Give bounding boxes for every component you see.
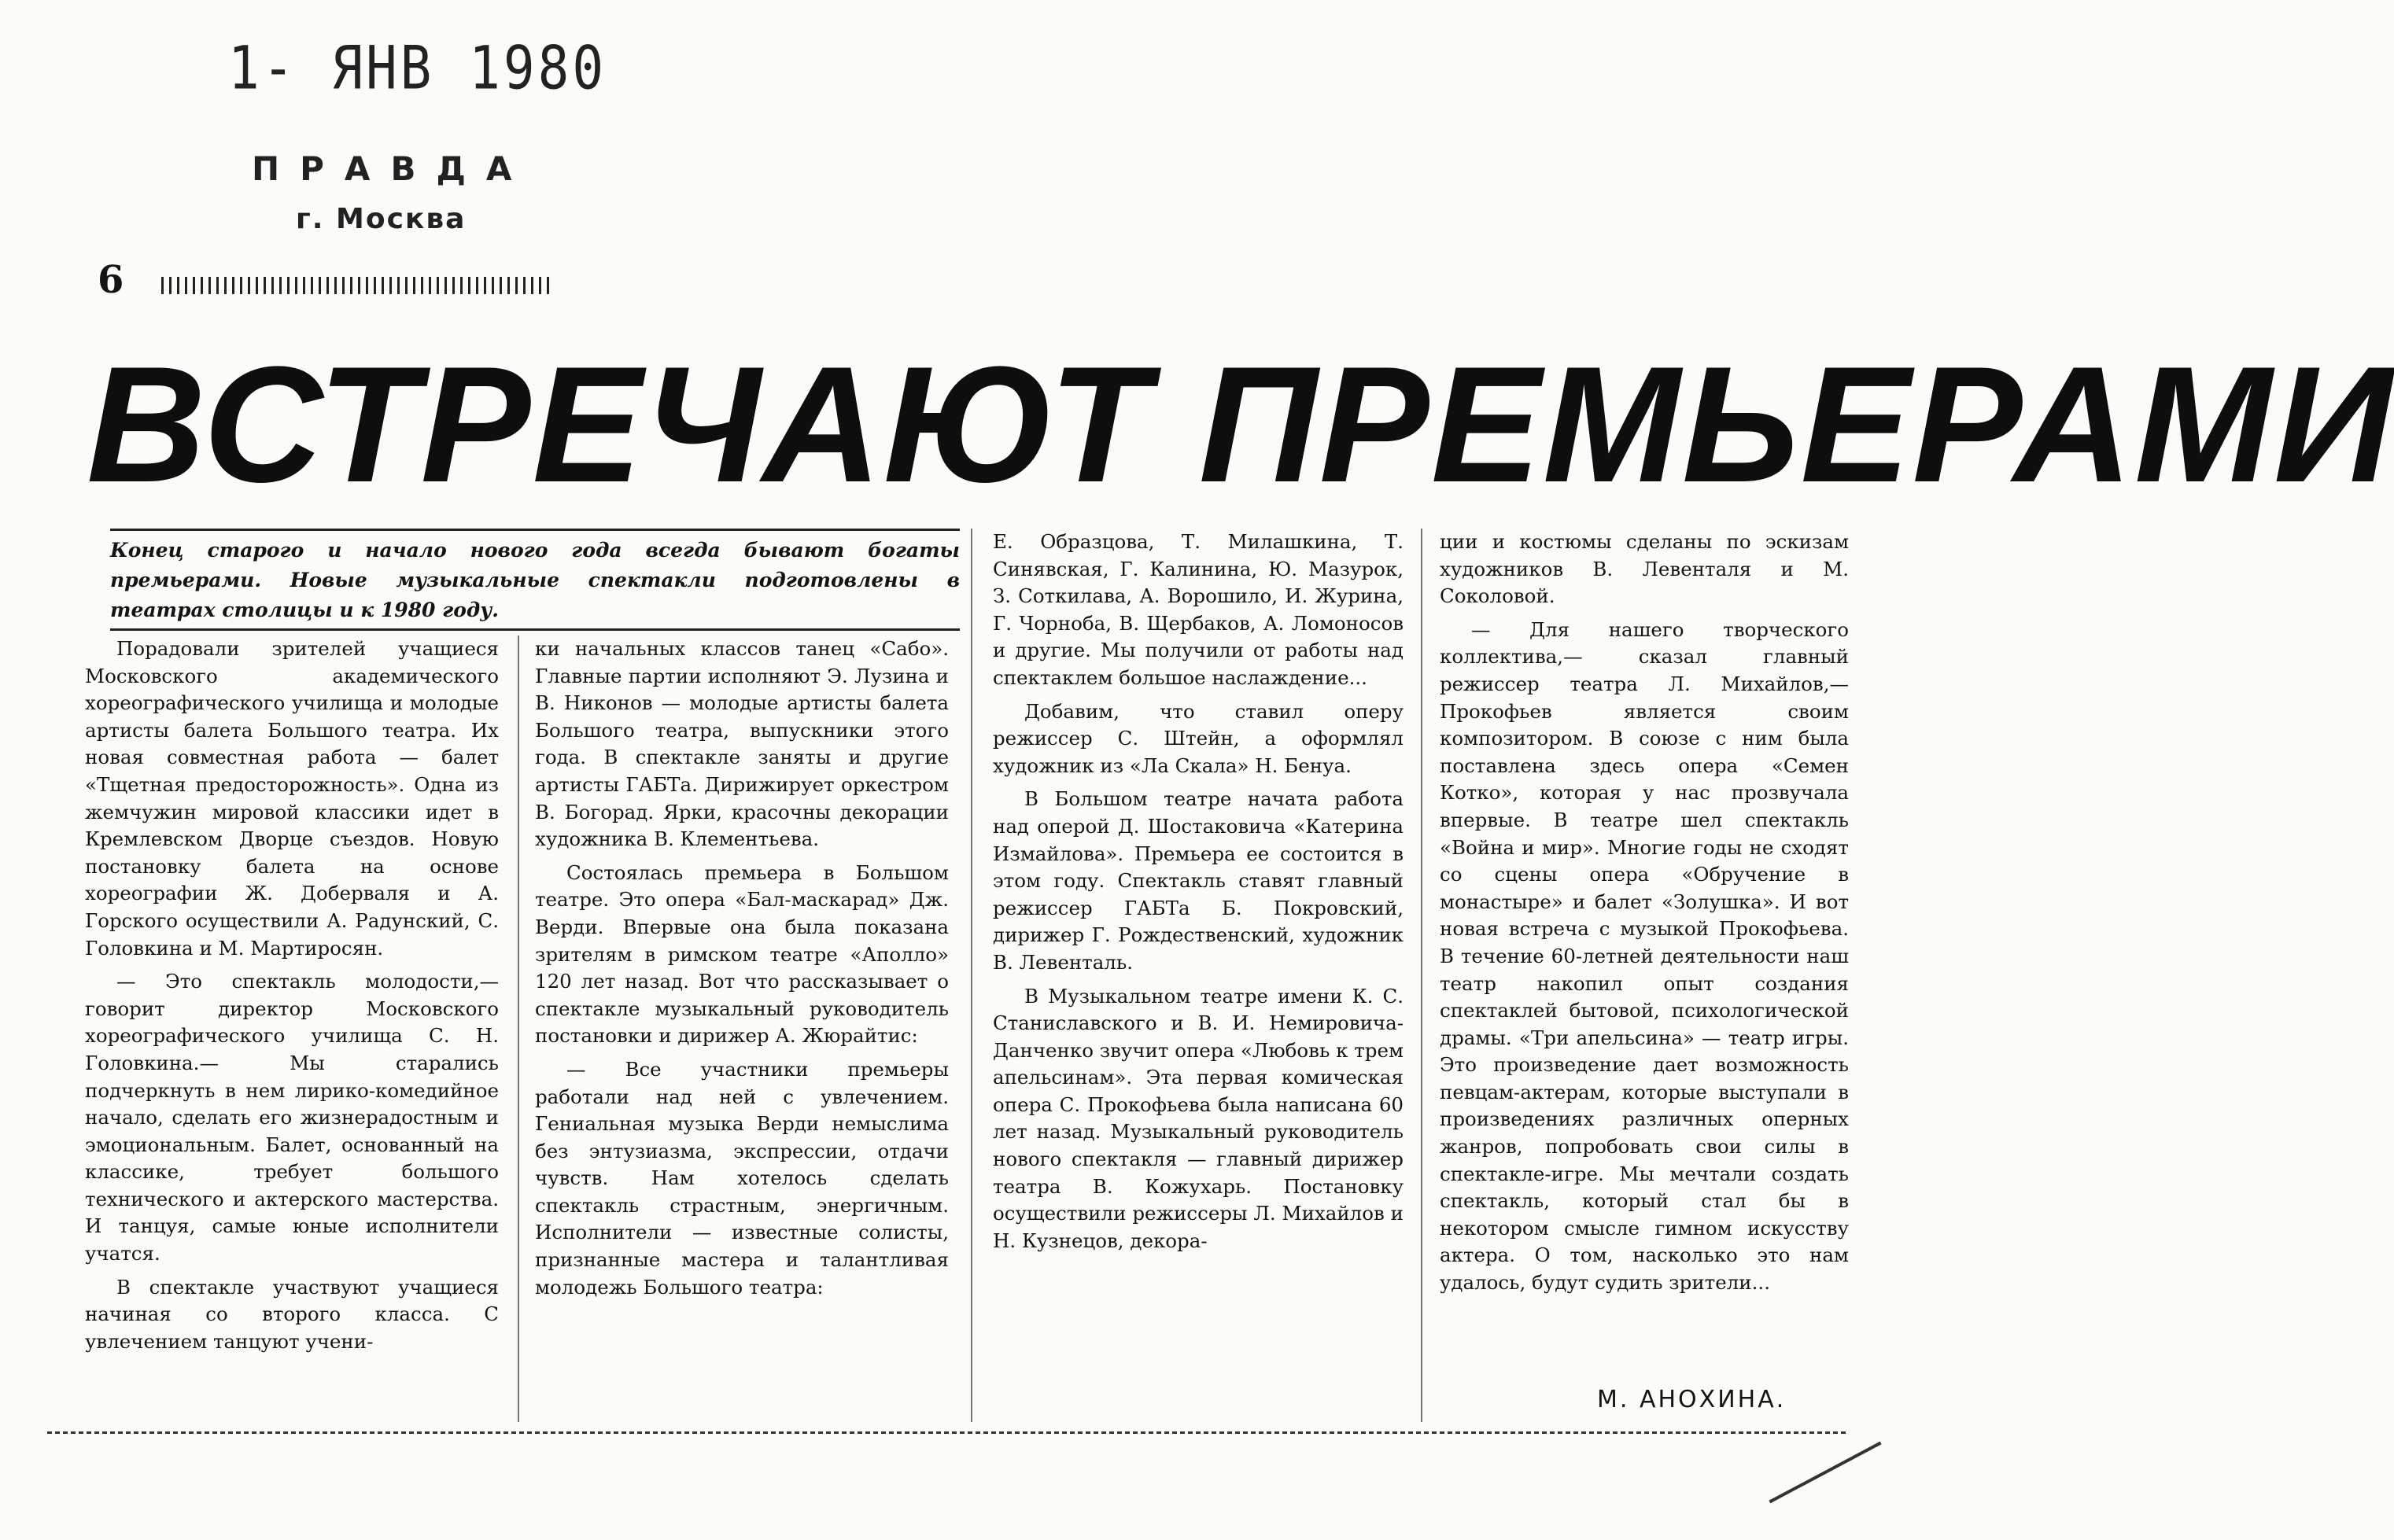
pen-mark bbox=[1769, 1442, 1881, 1504]
paragraph: ции и костюмы сделаны по эскизам художников В. Левенталя и М. Соколовой. bbox=[1440, 530, 1849, 608]
publication-stamp: ПРАВДА bbox=[252, 149, 533, 188]
lead-paragraph: Конец старого и начало нового года всегда бывают богаты премьерами. Новые музыкальные спектакли подготовлены в театрах столицы и к 1980 году. bbox=[110, 529, 960, 631]
paragraph: Е. Образцова, Т. Милашкина, Т. Синявская, Г. Калинина, Ю. Мазурок, З. Соткилава, А. Ворошило, И. Журина, Г. Чорноба, В. Щербаков, А. Ломоносов и другие. Мы получили от работы над спектаклем большое наслаждение... bbox=[993, 530, 1404, 689]
page-number: 6 bbox=[98, 258, 124, 302]
author-byline: М. АНОХИНА. bbox=[1597, 1386, 1787, 1413]
paragraph: Состоялась премьера в Большом театре. Это опера «Бал-маскарад» Дж. Верди. Впервые она была показана зрителям в римском театре «Аполло» 120 лет назад. Вот что рассказывает о спектакле музыкальный руководитель постановки и дирижер А. Жюрайтис: bbox=[535, 860, 949, 1048]
paragraph: В Музыкальном театре имени К. С. Станиславского и В. И. Немировича-Данченко звучит опера «Любовь к трем апельсинам». Эта первая комическая опера С. Прокофьева была написана 60 лет назад. Музыкальный руководитель нового спектакля — главный дирижер театра В. Кожухарь. Постановку осуществили режиссеры Л. Михайлов и Н. Кузнецов, декора- bbox=[993, 984, 1404, 1252]
paragraph: — Все участники премьеры работали над ней с увлечением. Гениальная музыка Верди немыслима без энтузиазма, экспрессии, отдачи чувств. Нам хотелось сделать спектакль страстным, энергичным. Исполнители — известные солисты, признанные мастера и талантливая молодежь Большого театра: bbox=[535, 1057, 949, 1299]
paragraph: Добавим, что ставил оперу режиссер С. Штейн, а оформлял художник из «Ла Скала» Н. Бенуа. bbox=[993, 699, 1404, 777]
paragraph: ки начальных классов танец «Сабо». Главные партии исполняют Э. Лузина и В. Никонов — молодые артисты балета Большого театра, выпускники этого года. В спектакле заняты и другие артисты ГАБТа. Дирижирует оркестром В. Богорад. Ярки, красочны декорации художника В. Клементьева. bbox=[535, 637, 949, 851]
column-rule bbox=[518, 636, 519, 1422]
headline: ВСТРЕЧАЮТ ПРЕМЬЕРАМИ bbox=[87, 332, 2394, 517]
paragraph: В Большом театре начата работа над оперой Д. Шостаковича «Катерина Измайлова». Премьера ее состоится в этом году. Спектакль ставят главный режиссер ГАБТа Б. Покровский, дирижер Г. Рождественский, художник В. Левенталь. bbox=[993, 787, 1404, 974]
article-column-4 bbox=[1440, 529, 1849, 1422]
paragraph: Порадовали зрителей учащиеся Московского академического хореографического училища и молодые артисты балета Большого театра. Их новая совместная работа — балет «Тщетная предосторожность». Одна из жемчужин мировой классики идет в Кремлевском Дворце съездов. Новую постановку балета на основе хореографии Ж. Доберваля и А. Горского осуществили А. Радунский, С. Головкина и М. Мартиросян. bbox=[85, 637, 499, 960]
paragraph: — Для нашего творческого коллектива,— сказал главный режиссер театра Л. Михайлов,— Прокофьев является своим композитором. В союзе с ним была поставлена здесь опера «Семен Котко», которая у нас прозвучала впервые. В театре шел спектакль «Война и мир». Многие годы не сходят со сцены опера «Обручение в монастыре» и балет «Золушка». И вот новая встреча с музыкой Прокофьева. В течение 60-летней деятельности наш театр накопил опыт создания спектаклей бытовой, психологической драмы. «Три апельсина» — театр игры. Это произведение дает возможность певцам-актерам, которые выступали в произведениях различных оперных жанров, попробовать свои силы в спектакле-игре. Мы мечтали создать спектакль, который стал бы в некотором смысле гимном искусству актера. О том, насколько это нам удалось, будут судить зрители... bbox=[1440, 617, 1849, 1295]
article-column-3 bbox=[993, 529, 1404, 1422]
paragraph: В спектакле участвуют учащиеся начиная со второго класса. С увлечением танцуют учени- bbox=[85, 1275, 499, 1353]
bottom-rule bbox=[47, 1431, 1849, 1434]
column-rule bbox=[971, 529, 972, 1422]
city-stamp: г. Москва bbox=[296, 203, 467, 235]
article-column-2 bbox=[535, 636, 949, 1422]
column-rule bbox=[1421, 529, 1422, 1422]
page-rule-divider bbox=[161, 277, 555, 294]
paragraph: — Это спектакль молодости,— говорит директор Московского хореографического училища С. Н. Головкина.— Мы старались подчеркнуть в нем лирико-комедийное начало, сделать его жизнерадостным и эмоциональным. Балет, основанный на классике, требует большого технического и актерского мастерства. И танцуя, самые юные исполнители учатся. bbox=[85, 970, 499, 1266]
date-stamp: 1- ЯНВ 1980 bbox=[228, 33, 607, 103]
article-column-1 bbox=[85, 636, 499, 1422]
